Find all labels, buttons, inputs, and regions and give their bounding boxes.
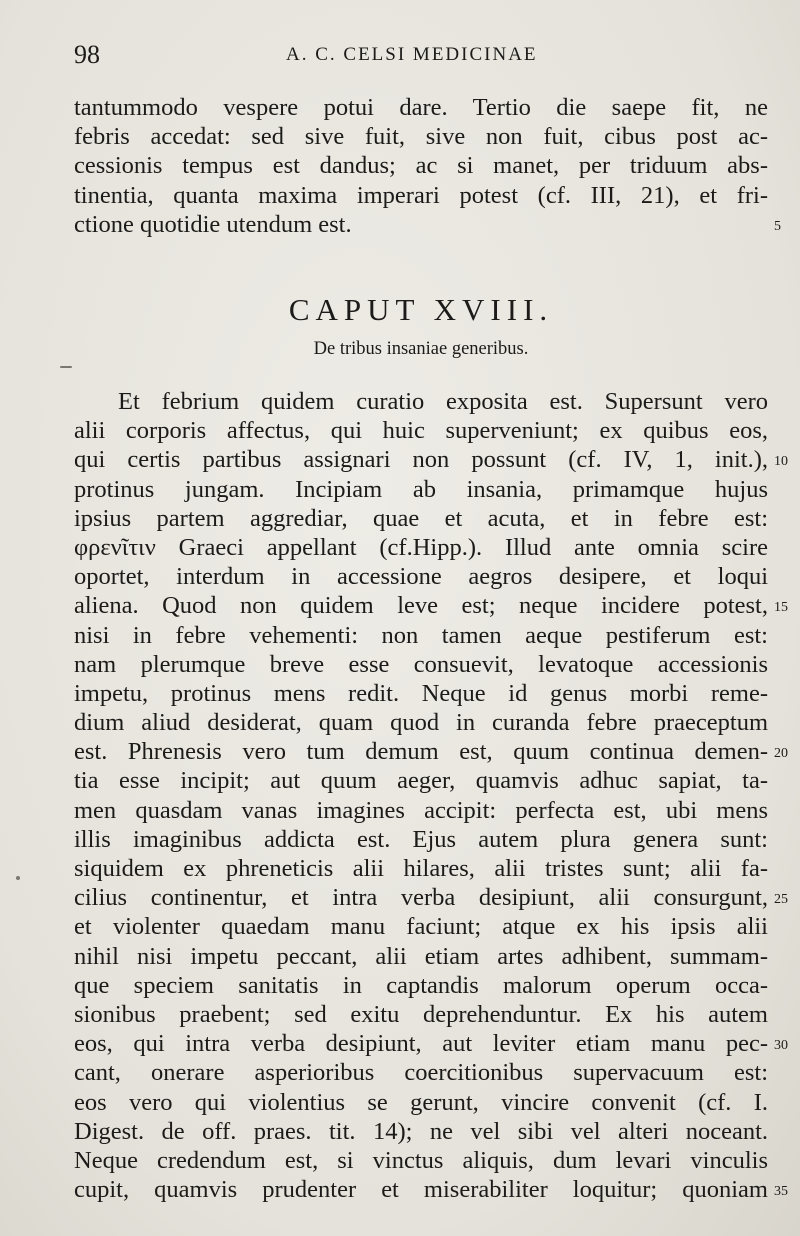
text-line: sionibus praebent; sed exitu deprehenduntur. Ex his autem — [74, 1000, 768, 1028]
text-line: tantummodo vespere potui dare. Tertio die saepe fit, ne — [74, 94, 768, 121]
text-line: eos vero qui violentius se gerunt, vincire convenit (cf. I. — [74, 1088, 768, 1116]
text-line: oportet, interdum in accessione aegros desipere, et loqui — [74, 563, 768, 591]
text-line: nam plerumque breve esse consuevit, levatoque accessionis — [74, 650, 768, 678]
text-line: Et febrium quidem curatio exposita est. Supersunt vero — [118, 388, 768, 415]
text-line: alii corporis affectus, qui huic superveniunt; ex quibus eos, — [74, 417, 768, 445]
text-line: Digest. de off. praes. tit. 14); ne vel sibi vel alteri noceant. — [74, 1117, 768, 1145]
chapter-title: CAPUT XVIII. — [288, 292, 554, 327]
text-line: protinus jungam. Incipiam ab insania, primamque hujus — [74, 475, 768, 503]
running-head: A. C. CELSI MEDICINAE — [286, 44, 538, 65]
text-line: Neque credendum est, si vinctus aliquis, dum levari vinculis — [74, 1146, 768, 1174]
text-line: men quasdam vanas imagines accipit: perfecta est, ubi mens — [74, 796, 768, 824]
chapter-body — [74, 387, 788, 1204]
text-line: nisi in febre vehementi: non tamen aeque pestiferum est: — [74, 621, 768, 649]
line-number: 30 — [774, 1038, 788, 1054]
text-line: eos, qui intra verba desipiunt, aut leviter etiam manu pec- 30 — [74, 1029, 768, 1058]
text-line: et violenter quaedam manu faciunt; atque ex his ipsis alii — [74, 913, 768, 941]
text-line: cant, onerare asperioribus coercitionibus supervacuum est: — [74, 1059, 768, 1087]
text-line: qui certis partibus assignari non possunt (cf. IV, 1, init.), 10 — [74, 445, 768, 474]
page-speck — [60, 366, 72, 368]
paragraph-continuation — [74, 93, 781, 239]
line-number: 10 — [774, 454, 788, 470]
line-number: 5 — [774, 218, 781, 234]
text-line: dium aliud desiderat, quam quod in curanda febre praeceptum — [74, 709, 768, 737]
text-line: ipsius partem aggrediar, quae et acuta, et in febre est: — [74, 504, 768, 532]
text-line: siquidem ex phreneticis alii hilares, alii tristes sunt; alii fa- — [74, 855, 768, 882]
line-number: 25 — [774, 892, 788, 908]
text-line: impetu, protinus mens redit. Neque id genus morbi reme- — [74, 679, 768, 707]
text-line: cessionis tempus est dandus; ac si manet, per triduum abs- — [74, 152, 768, 180]
line-number: 20 — [774, 746, 788, 762]
text-line: φρενῖτιν Graeci appellant (cf.Hipp.). Illud ante omnia scire — [74, 533, 768, 561]
line-number: 35 — [774, 1184, 788, 1200]
text-line: cupit, quamvis prudenter et miserabiliter loquitur; quoniam 35 — [74, 1175, 768, 1204]
text-line: aliena. Quod non quidem leve est; neque incidere potest, 15 — [74, 591, 768, 620]
line-number: 15 — [774, 600, 788, 616]
text-line: cilius continentur, et intra verba desipiunt, alii consurgunt, 25 — [74, 883, 768, 912]
text-line: tia esse incipit; aut quum aeger, quamvis adhuc sapiat, ta- — [74, 767, 768, 795]
text-line: illis imaginibus addicta est. Ejus autem plura genera sunt: — [74, 825, 768, 853]
text-line: est. Phrenesis vero tum demum est, quum continua demen- 20 — [74, 737, 768, 766]
text-line: que speciem sanitatis in captandis malorum operum occa- — [74, 971, 768, 999]
page-speck — [16, 876, 20, 880]
text-line: febris accedat: sed sive fuit, sive non fuit, cibus post ac- — [74, 123, 768, 151]
text-line: tinentia, quanta maxima imperari potest (cf. III, 21), et fri- — [74, 181, 768, 209]
page-number: 98 — [74, 40, 100, 69]
page-header — [74, 40, 774, 74]
text-line: ctione quotidie utendum est. 5 — [74, 210, 768, 239]
text-line: nihil nisi impetu peccant, alii etiam artes adhibent, summam- — [74, 942, 768, 970]
chapter-subtitle: De tribus insaniae generibus. — [313, 339, 529, 359]
